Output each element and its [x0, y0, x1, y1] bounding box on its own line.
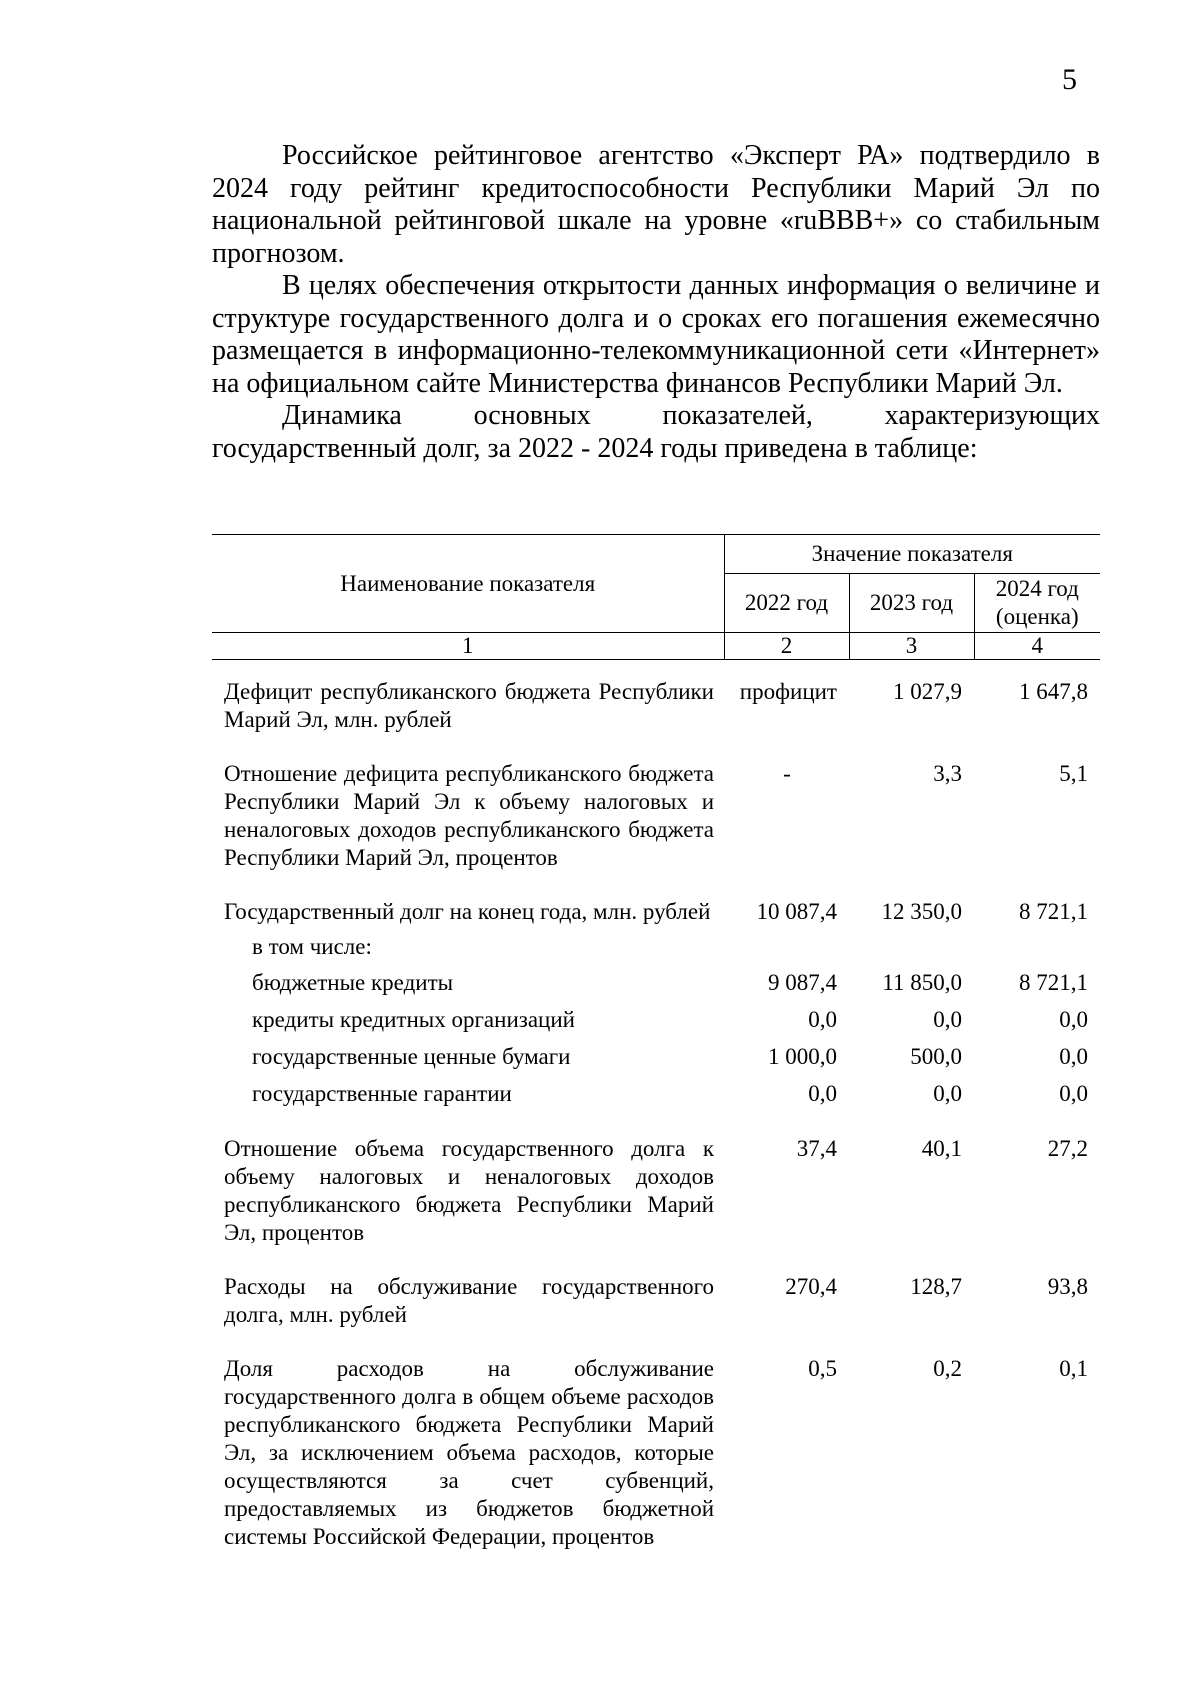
row-name: Дефицит республиканского бюджета Республики Марий Эл, млн. рублей	[224, 679, 714, 732]
body-text	[212, 140, 1100, 465]
table-row	[212, 927, 1100, 961]
column-number: 2	[724, 633, 849, 660]
value-2022: профицит	[739, 679, 837, 704]
table-row	[212, 1072, 1100, 1109]
value-2024: 0,0	[1059, 1081, 1089, 1106]
column-number-row	[212, 633, 1100, 660]
value-2023: 0,0	[933, 1081, 962, 1106]
value-2022: 10 087,4	[756, 899, 837, 924]
table-row	[212, 961, 1100, 998]
table-row	[212, 1035, 1100, 1072]
value-2024: 93,8	[1047, 1274, 1089, 1299]
header-year-2022: 2022 год	[724, 574, 849, 633]
indicators-table	[212, 534, 1100, 1551]
column-number: 3	[849, 633, 974, 660]
value-2023: 128,7	[910, 1274, 962, 1299]
header-year-2023: 2023 год	[849, 574, 974, 633]
row-name: государственные ценные бумаги	[252, 1044, 571, 1069]
value-2023: 11 850,0	[882, 970, 962, 995]
page-number: 5	[1062, 63, 1077, 96]
paragraph-table-intro: Динамика основных показателей, характеризующих государственный долг, за 2022 - 2024 годы приведена в таблице:	[212, 400, 1100, 464]
value-2023: 12 350,0	[881, 899, 962, 924]
value-2024: 8 721,1	[1019, 899, 1089, 924]
value-2022: 37,4	[796, 1136, 837, 1161]
row-name: Государственный долг на конец года, млн. рублей	[224, 899, 711, 924]
value-2022: 270,4	[785, 1274, 837, 1299]
table-row	[212, 660, 1100, 735]
row-name: Отношение дефицита республиканского бюджета Республики Марий Эл к объему налоговых и неналоговых доходов республиканского бюджета Республики Марий Эл, процентов	[224, 761, 714, 870]
table-row	[212, 734, 1100, 872]
paragraph-openness: В целях обеспечения открытости данных информация о величине и структуре государственного долга и о сроках его погашения ежемесячно размещается в информационно-телекоммуникационной сети «Интернет» на официальном сайте Министерства финансов Республики Марий Эл.	[212, 270, 1100, 399]
value-2024	[974, 927, 1100, 961]
row-name: Расходы на обслуживание государственного долга, млн. рублей	[224, 1274, 714, 1327]
row-name: Доля расходов на обслуживание государственного долга в общем объеме расходов республиканского бюджета Республики Марий Эл, за исключением объема расходов, которые осуществляются за счет субвенций, предоставляемых из бюджетов бюджетной системы Российской Федерации, процентов	[224, 1356, 714, 1549]
row-name: в том числе:	[252, 934, 372, 959]
value-2022: 1 000,0	[768, 1044, 837, 1069]
value-2022: -	[783, 761, 791, 786]
value-2023	[849, 927, 974, 961]
header-year-2024: 2024 год (оценка)	[995, 576, 1079, 629]
table-row	[212, 872, 1100, 927]
column-number: 1	[212, 633, 724, 660]
value-2024: 5,1	[1059, 761, 1089, 786]
paragraph-rating: Российское рейтинговое агентство «Эксперт РА» подтвердило в 2024 году рейтинг кредитоспособности Республики Марий Эл по национальной рейтинговой шкале на уровне «ruBBB+» со стабильным прогнозом.	[212, 140, 1100, 269]
table-row	[212, 998, 1100, 1035]
table-row	[212, 1329, 1100, 1551]
row-name: кредиты кредитных организаций	[252, 1007, 575, 1032]
value-2024: 0,0	[1059, 1007, 1089, 1032]
value-2024: 0,0	[1059, 1044, 1089, 1069]
indicators-table-wrap	[212, 534, 1100, 1551]
table-row	[212, 1109, 1100, 1247]
value-2023: 1 027,9	[893, 679, 962, 704]
row-name: государственные гарантии	[252, 1081, 512, 1106]
value-2022: 0,0	[808, 1081, 837, 1106]
value-2023: 0,0	[933, 1007, 962, 1032]
value-2023: 500,0	[910, 1044, 962, 1069]
row-name: бюджетные кредиты	[252, 970, 454, 995]
value-2022: 0,5	[808, 1356, 837, 1381]
value-2024: 27,2	[1047, 1136, 1089, 1161]
column-number: 4	[974, 633, 1100, 660]
value-2022: 0,0	[808, 1007, 837, 1032]
value-2022: 9 087,4	[768, 970, 837, 995]
value-2023: 3,3	[933, 761, 962, 786]
table-row	[212, 1247, 1100, 1329]
header-indicator-value: Значение показателя	[724, 535, 1100, 574]
value-2024: 0,1	[1059, 1356, 1089, 1381]
value-2023: 40,1	[921, 1136, 962, 1161]
header-indicator-name: Наименование показателя	[212, 535, 724, 633]
value-2024: 8 721,1	[1019, 970, 1089, 995]
value-2022	[724, 927, 849, 961]
value-2023: 0,2	[933, 1356, 962, 1381]
value-2024: 1 647,8	[1019, 679, 1089, 704]
row-name: Отношение объема государственного долга к объему налоговых и неналоговых доходов республиканского бюджета Республики Марий Эл, процентов	[224, 1136, 714, 1245]
